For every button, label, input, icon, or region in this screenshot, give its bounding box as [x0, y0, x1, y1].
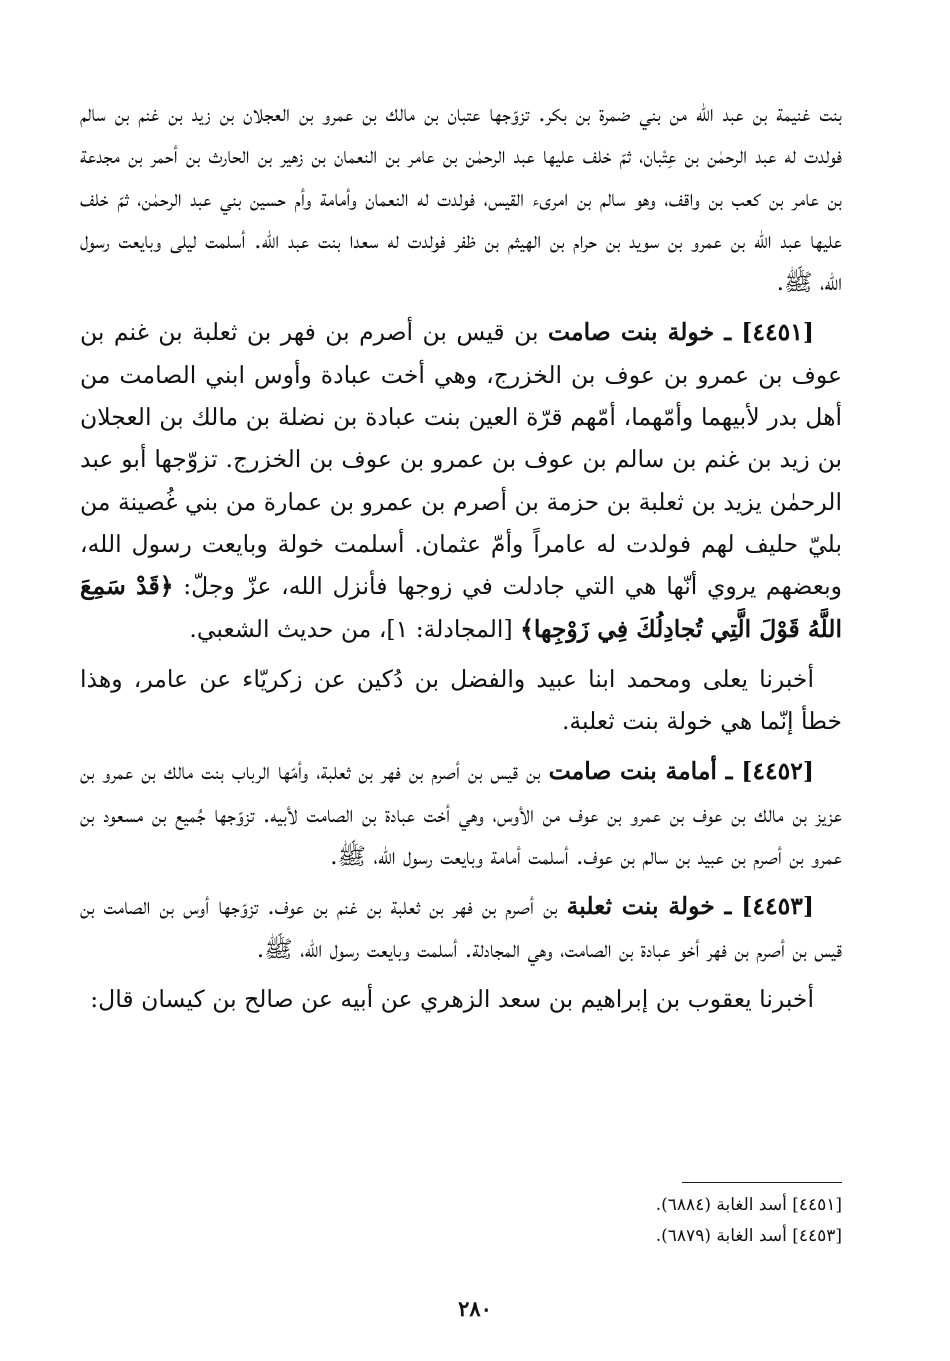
footnote: [٤٤٥١] أسد الغابة (٦٨٨٤).: [655, 1195, 842, 1215]
footnotes: [108, 1182, 842, 1252]
text-segment: أخبرنا يعلى ومحمد ابنا عبيد والفضل بن دُكين عن زكريّاء عن عامر، وهذا خطأ إنّما هي خولة بنت ثعلبة.: [80, 664, 842, 736]
text-segment: بن أصرم بن فهر بن ثعلبة بن غنم بن عوف. تزوّجها أوس بن الصامت بن قيس بن أصرم بن فهر أخو عبادة بن الصامت، وهي المجادلة. أسلمت وبايعت رسول الله، ﷺ.: [80, 892, 842, 963]
paragraph: [80, 750, 842, 877]
bold-segment: [٤٤٥٢] ـ أمامة بنت صامت: [548, 757, 815, 786]
text-segment: بنت غنيمة بن عبد الله من بني ضمرة بن بكر. تزوّجها عتبان بن مالك بن عمرو بن العجلان بن زيد بن غنم بن سالم فولدت له عبد الرحمٰن بن عِتْبان، ثمّ خلف عليها عبد الرحمٰن بن عامر بن النعمان بن زهير بن الحارث بن أحمر بن مجدعة بن عامر بن كعب بن واقف، وهو سالم بن امرىء القيس، فولدت له النعمان وأمامة وأم حسين بني عبد الرحمٰن، ثمّ خلف عليها عبد الله بن عمرو بن سويد بن حرام بن الهيثم بن ظفر فولدت له سعدا بنت عبد الله. أسلمت ليلى وبايعت رسول الله، ﷺ.: [80, 99, 842, 297]
paragraph: [80, 92, 842, 303]
footnote: [٤٤٥٣] أسد الغابة (٦٨٧٩).: [655, 1226, 842, 1246]
bold-segment: ﴿قَدْ سَمِعَ اللَّهُ قَوْلَ الَّتِي تُجادِلُكَ فِي زَوْجِها﴾: [80, 572, 842, 643]
bold-segment: [٤٤٥١] ـ خولة بنت صامت: [547, 318, 814, 347]
paragraph: [80, 978, 842, 1020]
paragraph: [80, 658, 842, 743]
text-segment: أخبرنا يعقوب بن إبراهيم بن سعد الزهري عن أبيه عن صالح بن كيسان قال:: [90, 984, 814, 1013]
paragraph: [80, 311, 842, 649]
text-segment: بن قيس بن أصرم بن فهر بن ثعلبة، وأمّها الرباب بنت مالك بن عمرو بن عزيز بن مالك بن عوف بن عمرو بن عوف من الأوس، وهي أخت عبادة بن الصامت لأبيه. تزوّجها جُميع بن مسعود بن عمرو بن أصرم بن عبيد بن سالم بن عوف. أسلمت أمامة وبايعت رسول الله، ﷺ.: [80, 757, 842, 871]
text-segment: بن قيس بن أصرم بن فهر بن ثعلبة بن غنم بن عوف بن عمرو بن عوف بن الخزرج، وهي أخت عبادة وأوس ابني الصامت من أهل بدر لأبيهما وأمّهما، أمّهم قرّة العين بنت عبادة بن نضلة بن مالك بن العجلان بن زيد بن غنم بن سالم بن عوف بن عمرو بن عوف بن الخزرج. تزوّجها أبو عبد الرحمٰن يزيد بن ثعلبة بن حزمة بن أصرم بن عمرو بن عمارة من بني غُصينة من بليّ حليف لهم فولدت له عامراً وأمّ عثمان. أسلمت خولة وبايعت رسول الله، وبعضهم يروي أنّها هي التي جادلت في زوجها فأنزل الله، عزّ وجلّ:: [80, 318, 842, 601]
paragraph: [80, 885, 842, 970]
body-text: [80, 92, 842, 1020]
page-number: ٢٨٠: [458, 1296, 492, 1321]
bold-segment: [٤٤٥٣] ـ خولة بنت ثعلبة: [566, 892, 814, 921]
text-segment: [المجادلة: ١]، من حديث الشعبي.: [189, 614, 521, 643]
